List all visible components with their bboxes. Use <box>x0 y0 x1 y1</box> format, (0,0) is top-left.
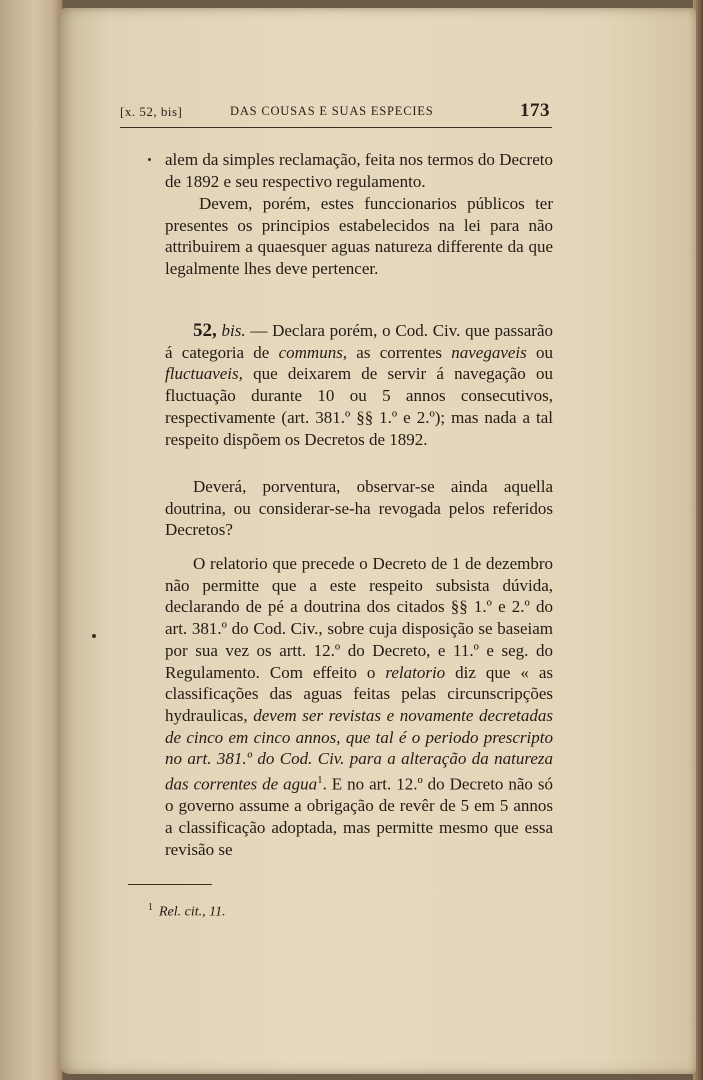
paragraph-3-part-d: que deixarem de servir á navegação ou fluctuação durante 10 ou 5 annos consecutivos, respectivamente (art. 381.º §§ 1.º e 2.º); mas nada a tal respeito dispõem os Decretos de 1892. <box>165 364 553 449</box>
paragraph-4-text: Deverá, porventura, observar-se ainda aquella doutrina, ou considerar-se-ha revogada pelos referidos Decretos? <box>165 477 553 540</box>
running-header <box>120 100 550 122</box>
paragraph-3-em-communs: communs, <box>278 342 348 362</box>
footnote <box>148 902 226 921</box>
paragraph-1-text: alem da simples reclamação, feita nos termos do Decreto de 1892 e seu respectivo regulamento. <box>165 150 553 191</box>
paragraph-5-quote: devem ser revistas e novamente decretadas de cinco em cinco annos, que tal é o periodo prescripto no art. 381.º do Cod. Civ. para a alteração da natureza das correntes de agua <box>165 705 553 794</box>
paragraph-5-part-b: diz que « as classificações das aguas feitas pelas circunscripções hydraulicas, <box>165 662 553 725</box>
paragraph-1 <box>165 149 553 192</box>
section-number: 52, <box>193 320 217 341</box>
margin-speck <box>92 634 96 638</box>
header-section-ref: [x. 52, bis] <box>120 104 183 119</box>
header-rule <box>120 127 552 128</box>
paragraph-3-part-c: ou <box>526 342 553 362</box>
footnote-rule <box>128 884 212 885</box>
margin-speck <box>148 158 151 161</box>
paragraph-4 <box>165 476 553 541</box>
paragraph-3-em-navegaveis: navegaveis <box>451 342 527 362</box>
paragraph-2 <box>165 193 553 280</box>
paragraph-5-part-a: O relatorio que precede o Decreto de 1 de dezembro não permitte que a este respeito subsista dúvida, declarando de pé a doutrina dos citados §§ 1.º e 2.º do art. 381.º do Cod. Civ., sobre cuja disposição se baseiam por sua vez os artt. 12.º do Decreto, e 11.º e seg. do Regulamento. Com effeito o <box>165 554 553 682</box>
paragraph-3-em-fluctuaveis: fluctuaveis, <box>165 364 243 384</box>
paragraph-5-em-relatorio: relatorio <box>385 662 446 682</box>
header-title: DAS COUSAS E SUAS ESPECIES <box>230 104 434 118</box>
paragraph-5-part-c: . E no art. 12.º do Decreto não só o governo assume a obrigação de revêr de 5 em 5 annos a classificação adoptada, mas permitte mesmo que essa revisão se <box>165 774 553 859</box>
footnote-reference: 1 <box>317 774 323 787</box>
paragraph-5 <box>165 553 553 861</box>
paragraph-3-part-a: — Declara porém, o Cod. Civ. que passarão á categoria de <box>165 321 553 362</box>
section-bis: bis. <box>221 321 246 340</box>
page-number: 173 <box>520 100 550 121</box>
paragraph-3-part-b: as correntes <box>347 342 452 362</box>
paragraph-3 <box>165 320 553 450</box>
footnote-text: Rel. cit., 11. <box>159 904 226 920</box>
paragraph-2-text: Devem, porém, estes funccionarios públicos ter presentes os principios estabelecidos na lei para não attribuirem a quaesquer aguas natureza differente da que legalmente lhes deve pertencer. <box>165 194 553 279</box>
footnote-marker: 1 <box>148 902 153 913</box>
left-page-edge <box>0 0 63 1080</box>
